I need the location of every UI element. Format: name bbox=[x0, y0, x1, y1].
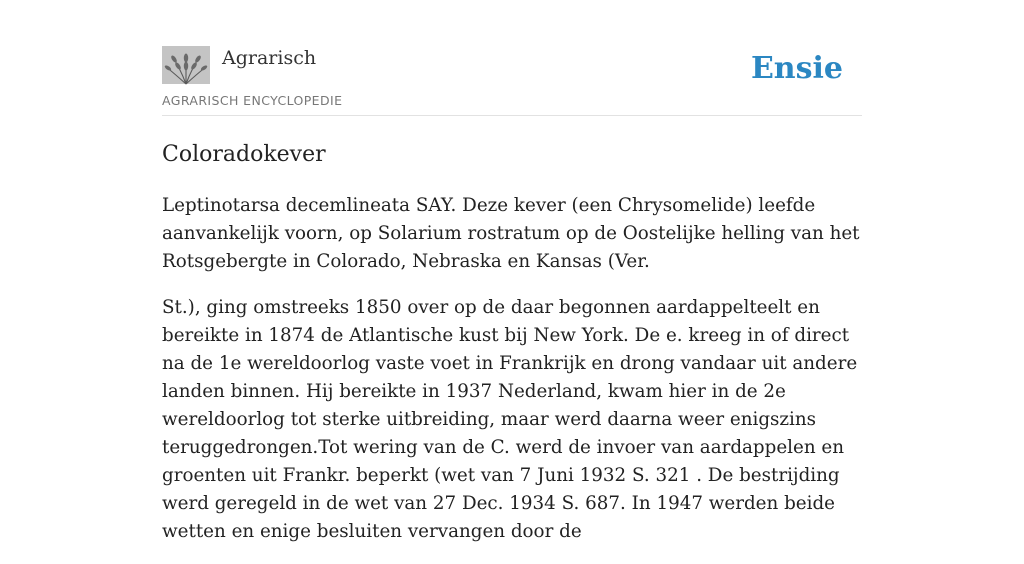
article-body bbox=[162, 192, 862, 564]
brand-logo-link[interactable]: Ensie bbox=[750, 51, 843, 86]
header bbox=[162, 0, 862, 116]
article-title: Coloradokever bbox=[162, 142, 326, 167]
source-subtitle: AGRARISCH ENCYCLOPEDIE bbox=[162, 93, 343, 108]
article-paragraph: Leptinotarsa decemlineata SAY. Deze kever (een Chrysomelide) leefde aanvankelijk voorn, op Solarium rostratum op de Oostelijke helling van het Rotsgebergte in Colorado, Nebraska en Kansas (Ver. bbox=[162, 195, 860, 272]
article-paragraph: St.), ging omstreeks 1850 over op de daar begonnen aardappelteelt en bereikte in 1874 de Atlantische kust bij New York. De e. kreeg in of direct na de 1e wereldoorlog vaste voet in Frankrijk en drong vandaar uit andere landen binnen. Hij bereikte in 1937 Nederland, kwam hier in de 2e wereldoorlog tot sterke uitbreiding, maar werd daarna weer enigszins teruggedrongen.Tot wering van de C. werd de invoer van aardappelen en groenten uit Frankr. beperkt (wet van 7 Juni 1932 S. 321 . De bestrijding werd geregeld in de wet van 27 Dec. 1934 S. 687. In 1947 werden beide wetten en enige besluiten vervangen door de bbox=[162, 297, 858, 542]
content-container bbox=[162, 0, 862, 542]
wheat-ears-icon[interactable] bbox=[162, 46, 210, 84]
source-title[interactable]: Agrarisch bbox=[222, 47, 317, 69]
